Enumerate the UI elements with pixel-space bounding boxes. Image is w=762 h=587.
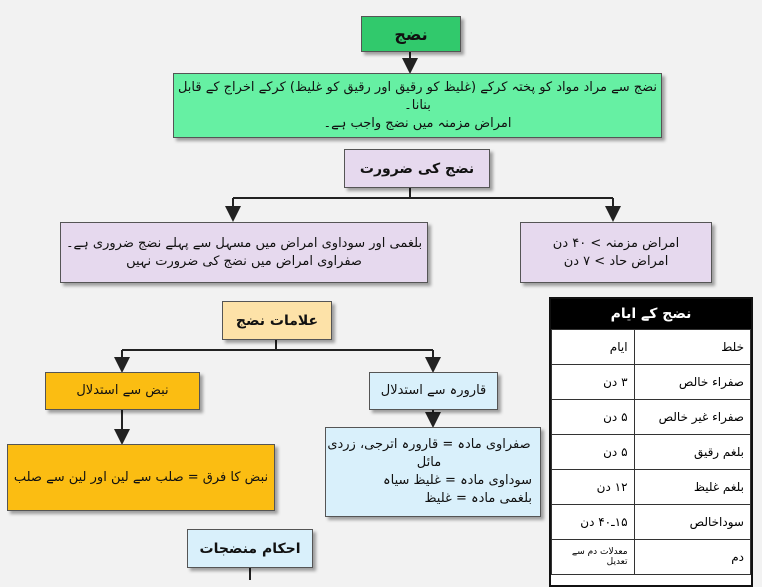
table-cell-days: ۵ دن bbox=[552, 435, 635, 470]
table-cell-days: معدلات دم سے تعدیل bbox=[552, 540, 635, 575]
pulse-detail-box bbox=[7, 444, 275, 511]
table-row bbox=[552, 365, 751, 400]
duration-table-title: نضج کے ایام bbox=[551, 299, 751, 329]
right-need-line-2: امراض حاد > ۷ دن bbox=[563, 253, 669, 269]
right-need-box bbox=[520, 222, 712, 283]
left-need-box bbox=[60, 222, 428, 283]
definition-line-2: امراض مزمنہ میں نضج واجب ہے۔ bbox=[323, 115, 512, 131]
table-row bbox=[552, 435, 751, 470]
urine-safra: صفراوی مادہ = قارورہ اترجی، زردی مائل bbox=[327, 437, 531, 470]
table-cell-humor: سوداخالص bbox=[634, 505, 750, 540]
urine-detail-box bbox=[325, 427, 541, 517]
table-cell-days: ایام bbox=[552, 330, 635, 365]
urine-title: قارورہ سے استدلال bbox=[380, 383, 487, 398]
table-row bbox=[552, 400, 751, 435]
table-row bbox=[552, 505, 751, 540]
need-title: نضج کی ضرورت bbox=[359, 160, 475, 177]
left-need-line-2: صفراوی امراض میں نضج کی ضرورت نہیں bbox=[126, 253, 362, 269]
need-title-box bbox=[344, 149, 490, 188]
table-row bbox=[552, 330, 751, 365]
table-cell-days: ۵ دن bbox=[552, 400, 635, 435]
nuzj-title: نضج bbox=[394, 24, 428, 44]
urine-sauda: سوداوی مادہ = غلیظ سیاہ bbox=[383, 473, 532, 488]
signs-title-box bbox=[222, 301, 332, 340]
table-cell-humor: صفراء غیر خالص bbox=[634, 400, 750, 435]
table-cell-days: ۱۵ـ۴۰ دن bbox=[552, 505, 635, 540]
left-need-line-1: بلغمی اور سوداوی امراض میں مسہل سے پہلے نضج ضروری ہے۔ bbox=[65, 235, 423, 251]
urine-box bbox=[369, 372, 498, 410]
table-cell-humor: بلغم غلیظ bbox=[634, 470, 750, 505]
table-cell-days: ۳ دن bbox=[552, 365, 635, 400]
rulings-title-box bbox=[187, 529, 313, 568]
duration-table bbox=[549, 297, 753, 587]
pulse-box bbox=[45, 372, 200, 410]
pulse-detail: نبض کا فرق = صلب سے لین اور لین سے صلب bbox=[13, 469, 269, 485]
signs-title: علامات نضج bbox=[235, 312, 319, 329]
table-cell-humor: خلط bbox=[634, 330, 750, 365]
table-cell-humor: بلغم رقیق bbox=[634, 435, 750, 470]
table-cell-humor: صفراء خالص bbox=[634, 365, 750, 400]
nuzj-title-box bbox=[361, 16, 461, 52]
table-row bbox=[552, 540, 751, 575]
table-row bbox=[552, 470, 751, 505]
definition-box bbox=[173, 73, 662, 138]
pulse-title: نبض سے استدلال bbox=[76, 383, 169, 398]
rulings-title: احکام منضجات bbox=[199, 540, 301, 557]
table-cell-days: ۱۲ دن bbox=[552, 470, 635, 505]
definition-line-1: نضج سے مراد مواد کو پختہ کرکے (غلیظ کو رقیق اور رقیق کو غلیظ) کرکے اخراج کے قابل بنانا۔ bbox=[177, 79, 658, 113]
urine-balgham: بلغمی مادہ = غلیظ bbox=[424, 491, 532, 506]
table-cell-humor: دم bbox=[634, 540, 750, 575]
right-need-line-1: امراض مزمنہ > ۴۰ دن bbox=[552, 235, 680, 251]
